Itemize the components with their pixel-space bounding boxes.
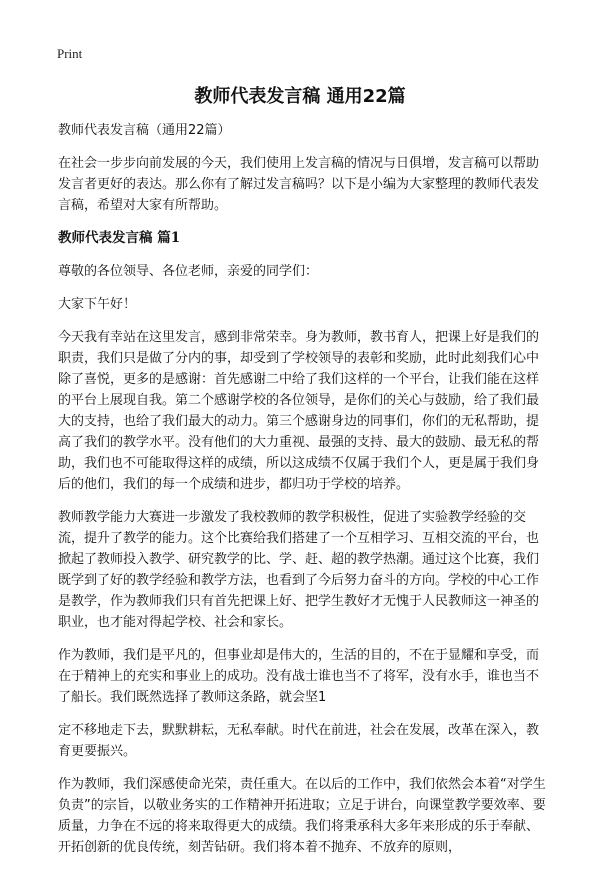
document-body (58, 120, 548, 870)
intro-paragraph: 在社会一步步向前发展的今天，我们使用上发言稿的情况与日俱增，发言稿可以帮助发言者更好的表达。那么你有了解过发言稿吗？以下是小编为大家整理的教师代表发言稿，希望对大家有所帮助。 (58, 156, 540, 213)
paragraph-greeting: 大家下午好！ (58, 297, 137, 312)
document-subtitle: 教师代表发言稿（通用22篇） (58, 123, 231, 138)
document-title: 教师代表发言稿 通用22篇 (194, 86, 406, 107)
paragraph-body-2: 教师教学能力大赛进一步激发了我校教师的教学积极性，促进了实验教学经验的交流，提升了教学的能力。这个比赛给我们搭建了一个互相学习、互相交流的平台，也掀起了教师投入教学、研究教学的比、学、赶、超的教学热潮。通过这个比赛，我们既学到了好的教学经验和教学方法，也看到了今后努力奋斗的方向。学校的中心工作是教学，作为教师我们只有首先把课上好、把学生教好才无愧于人民教师这一神圣的职业，也才能对得起学校、社会和家长。 (58, 510, 540, 630)
paragraph-salutation: 尊敬的各位领导、各位老师，亲爱的同学们： (58, 264, 319, 279)
paragraph-body-5: 作为教师，我们深感使命光荣，责任重大。在以后的工作中，我们依然会本着“对学生负责”的宗旨，以敬业务实的工作精神开拓进取；立足于讲台，向课堂教学要效率、要质量，力争在不远的将来取得更大的成绩。我们将秉承科大多年来形成的乐于奉献、开拓创新的优良传统，刻苦钻研。我们将本着不抛弃、不放弃的原则， (58, 777, 546, 855)
paragraph-body-3: 作为教师，我们是平凡的，但事业却是伟大的，生活的目的，不在于显耀和享受，而在于精神上的充实和事业上的成功。没有战士谁也当不了将军，没有水手，谁也当不了船长。我们既然选择了教师这条路，就会坚1 (58, 648, 540, 705)
section-heading: 教师代表发言稿 篇1 (58, 230, 181, 246)
paragraph-body-4: 定不移地走下去，默默耕耘，无私奉献。时代在前进，社会在发展，改革在深入，教育更要振兴。 (58, 723, 540, 759)
print-link[interactable]: Print (57, 46, 83, 61)
paragraph-body-1: 今天我有幸站在这里发言，感到非常荣幸。身为教师，教书育人，把课上好是我们的职责，我们只是做了分内的事，却受到了学校领导的表彰和奖励，此时此刻我们心中除了喜悦，更多的是感谢：首先感谢二中给了我们这样的一个平台，让我们能在这样的平台上展现自我。第二个感谢学校的各位领导，是你们的关心与鼓励，给了我们最大的支持，也给了我们最大的动力。第三个感谢身边的同事们，你们的无私帮助，提高了我们的教学水平。没有他们的大力重视、最强的支持、最大的鼓励、最无私的帮助，我们也不可能取得这样的成绩，所以这成绩不仅属于我们个人，更是属于我们身后的他们，我们的每一个成绩和进步，都归功于学校的培养。 (58, 330, 540, 492)
